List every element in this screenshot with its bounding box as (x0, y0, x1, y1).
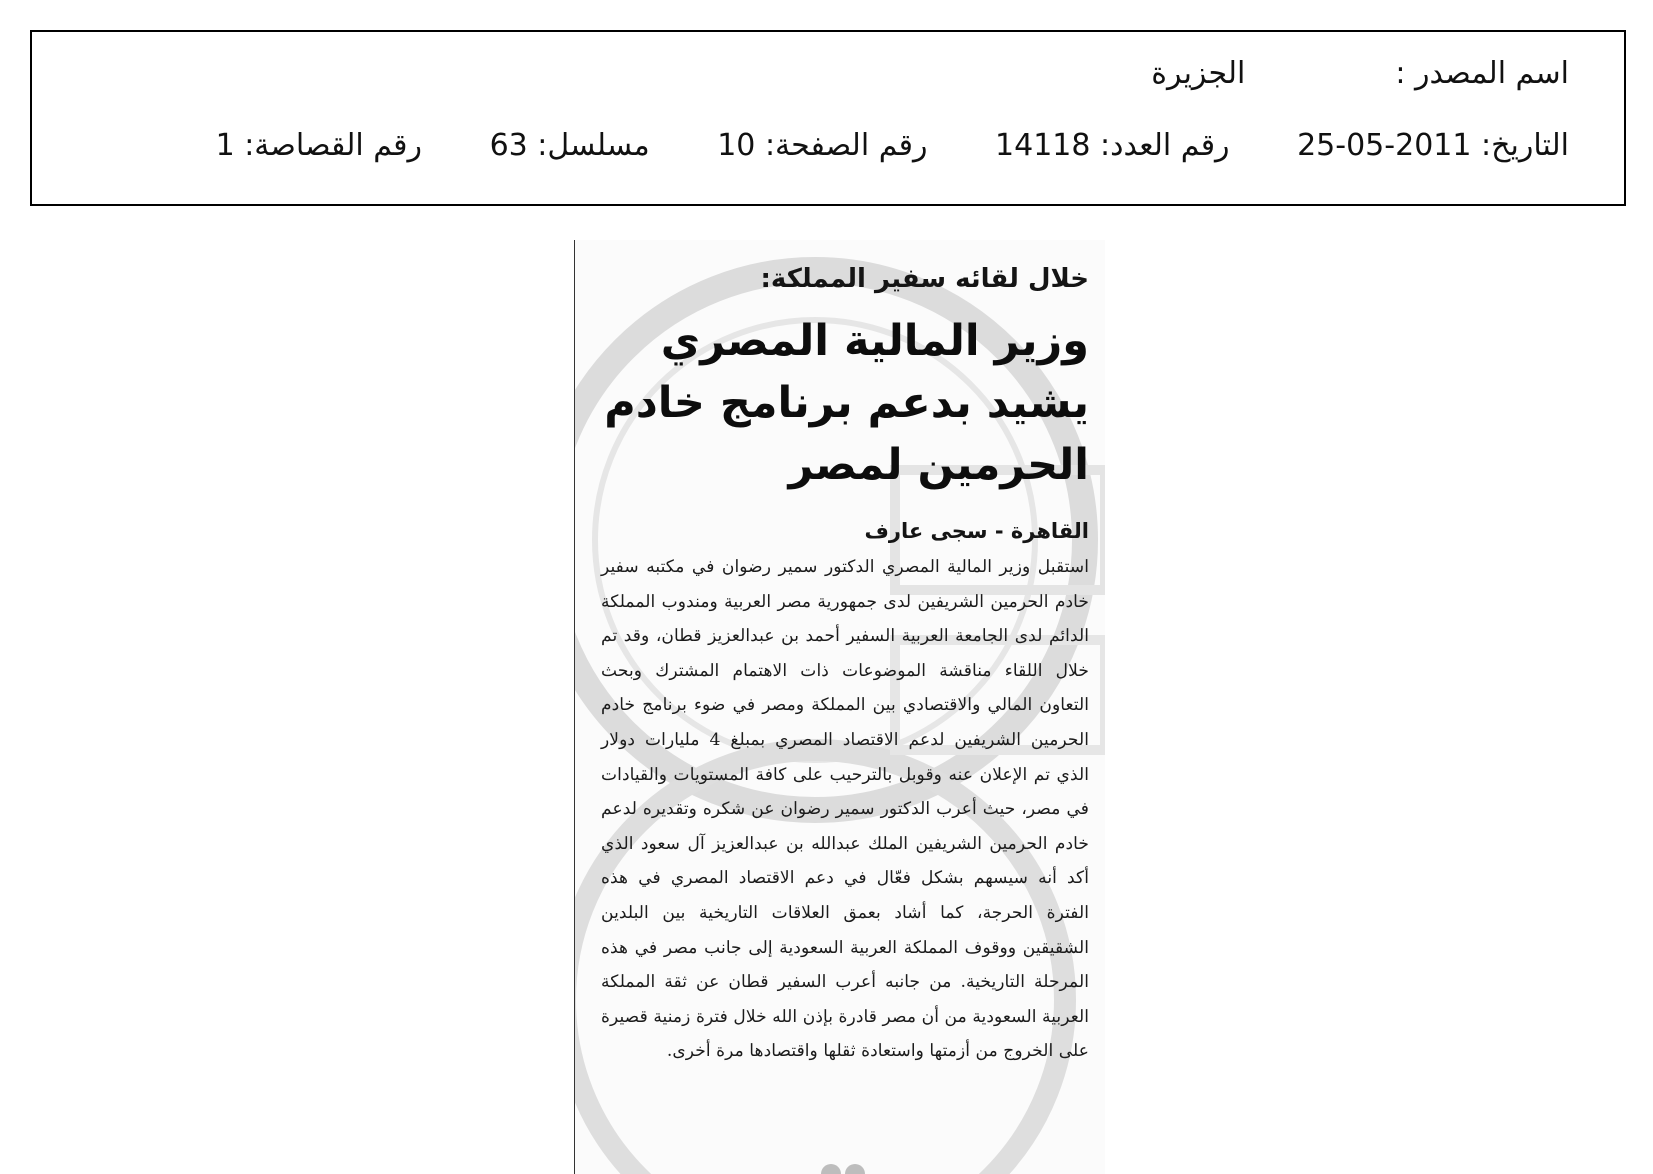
clip-field (216, 128, 422, 163)
clip-label: رقم القصاصة: (244, 128, 423, 163)
article-body: استقبل وزير المالية المصري الدكتور سمير رضوان في مكتبه سفير خادم الحرمين الشريفين لدى جمهورية مصر العربية ومندوب المملكة الدائم لدى الجامعة العربية السفير أحمد بن عبدالعزيز قطان، وقد تم خلال اللقاء مناقشة الموضوعات ذات الاهتمام المشترك وبحث التعاون المالي والاقتصادي بين المملكة ومصر في ضوء برنامج خادم الحرمين الشريفين لدعم الاقتصاد المصري بمبلغ 4 مليارات دولار الذي تم الإعلان عنه وقوبل بالترحيب على كافة المستويات والقيادات في مصر، حيث أعرب الدكتور سمير رضوان عن شكره وتقديره لدعم خادم الحرمين الشريفين الملك عبدالله بن عبدالعزيز آل سعود الذي أكد أنه سيسهم بشكل فعّال في دعم الاقتصاد المصري في هذه الفترة الحرجة، كما أشاد بعمق العلاقات التاريخية بين البلدين الشقيقين ووقوف المملكة العربية السعودية إلى جانب مصر في هذه المرحلة التاريخية. من جانبه أعرب السفير قطان عن ثقة المملكة العربية السعودية من أن مصر قادرة بإذن الله خلال فترة زمنية قصيرة على الخروج من أزمتها واستعادة ثقلها واقتصادها مرة أخرى. (601, 557, 1089, 1062)
source-label: اسم المصدر : (1395, 56, 1569, 91)
article-byline: القاهرة - سجى عارف (864, 519, 1089, 543)
clipping-info-box (30, 30, 1626, 206)
article-kicker: خلال لقائه سفير المملكة: (760, 264, 1089, 294)
serial-label: مسلسل: (537, 128, 650, 163)
page-field (717, 128, 927, 163)
page-dots-icon (813, 1160, 873, 1174)
clip-value: 1 (215, 128, 235, 163)
issue-field (995, 128, 1229, 163)
date-label: التاريخ: (1481, 128, 1569, 163)
issue-value: 14118 (995, 128, 1091, 163)
date-value: 2011-05-25 (1297, 128, 1472, 163)
page-label: رقم الصفحة: (764, 128, 928, 163)
article-headline: وزير المالية المصري يشيد بدعم برنامج خادم الحرمين لمصر (604, 316, 1089, 490)
source-line (1151, 56, 1569, 91)
newspaper-clipping (574, 240, 1105, 1174)
source-value: الجزيرة (1151, 56, 1246, 91)
page-value: 10 (717, 128, 756, 163)
issue-label: رقم العدد: (1100, 128, 1230, 163)
date-field (1297, 128, 1569, 163)
serial-value: 63 (489, 128, 528, 163)
serial-field (490, 128, 650, 163)
article (601, 262, 1089, 1069)
metadata-line (216, 128, 1569, 163)
